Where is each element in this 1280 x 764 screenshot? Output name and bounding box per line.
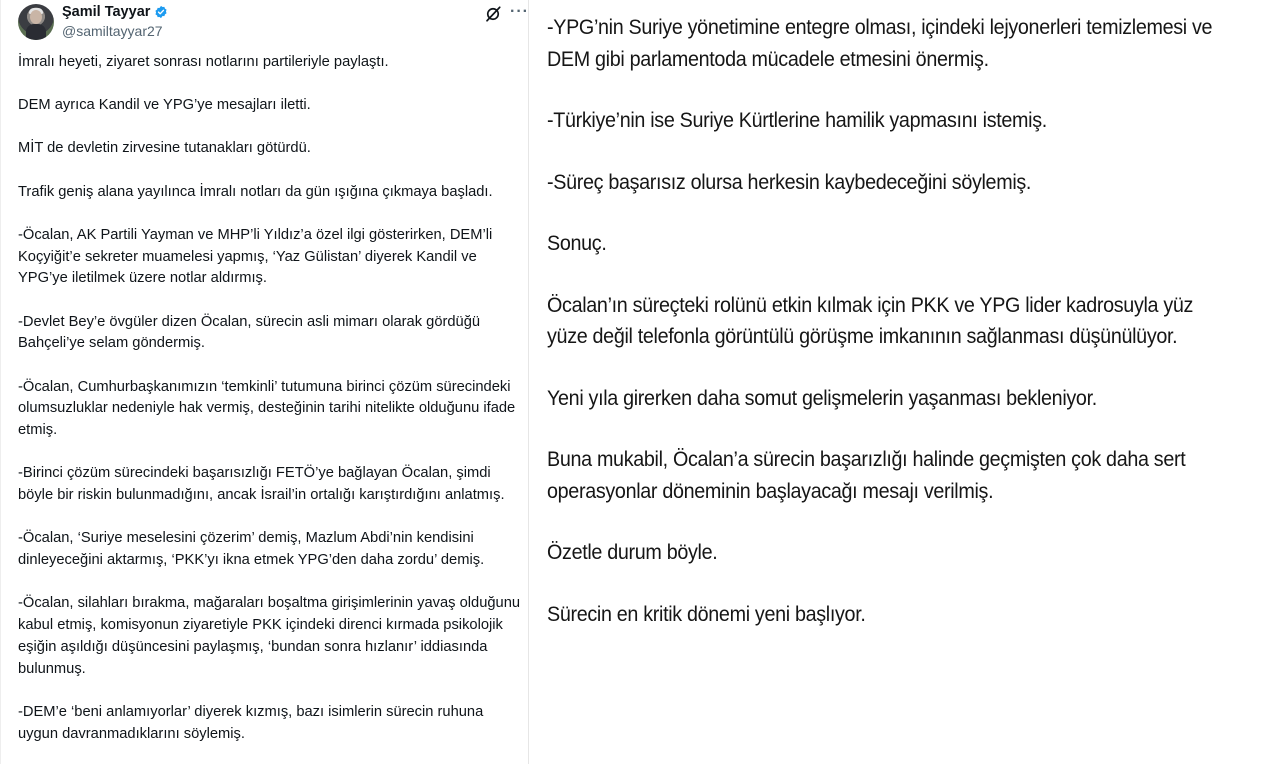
- tweet-paragraph: -Devlet Bey’e övgüler dizen Öcalan, sürecin asli mimarı olarak gördüğü Bahçeli’ye selam göndermiş.: [18, 313, 481, 352]
- grok-icon[interactable]: [484, 5, 502, 23]
- continuation-paragraph: Öcalan’ın süreçteki rolünü etkin kılmak için PKK ve YPG lider kadrosuyla yüz yüze değil telefonla görüntülü görüşme imkanının sağlanması düşünülüyor.: [547, 293, 1194, 348]
- tweet-paragraph: İmralı heyeti, ziyaret sonrası notlarını partileriyle paylaştı.: [18, 54, 389, 70]
- tweet-paragraph: DEM ayrıca Kandil ve YPG’ye mesajları iletti.: [18, 97, 311, 114]
- avatar[interactable]: [18, 4, 54, 40]
- avatar-face: [30, 10, 42, 24]
- tweet-paragraph: -Öcalan, Cumhurbaşkanımızın ‘temkinli’ tutumuna birinci çözüm sürecindeki olumsuzluklar nedeniyle hak vermiş, desteğinin tarihi nitelikte olduğunu ifade etmiş.: [18, 378, 516, 439]
- continuation-paragraph: -Türkiye’nin ise Suriye Kürtlerine hamilik yapmasını istemiş.: [547, 109, 1047, 132]
- continuation-paragraph: Özetle durum böyle.: [547, 541, 718, 564]
- continuation-paragraph: Buna mukabil, Öcalan’a sürecin başarızlığı halinde geçmişten çok daha sert operasyonlar döneminin başlayacağı mesajı verilmiş.: [547, 448, 1186, 503]
- continuation-text: [547, 12, 1224, 660]
- tweet-paragraph: -Birinci çözüm sürecindeki başarısızlığı FETÖ’ye bağlayan Öcalan, şimdi böyle bir riskin bulunmadığını, ancak İsrail’in ortalığı karıştırdığını anlatmış.: [18, 465, 505, 504]
- tweet-header: [18, 3, 528, 43]
- tweet-paragraph: Trafik geniş alana yayılınca İmralı notları da gün ışığına çıkmaya başladı.: [18, 183, 493, 200]
- tweet-paragraph: -Öcalan, AK Partili Yayman ve MHP’li Yıldız’a özel ilgi gösterirken, DEM’li Koçyiğit’e sekreter muamelesi yapmış, ‘Yaz Gülistan’ diyerek Kandil ve YPG’ye iletilmek üzere notlar aldırmış.: [18, 226, 493, 287]
- tweet-panel: [0, 0, 529, 764]
- more-options-icon[interactable]: ···: [510, 3, 529, 20]
- tweet-text: [18, 52, 523, 764]
- author-display-name[interactable]: Şamil Tayyar: [62, 4, 151, 20]
- avatar-shirt: [26, 24, 46, 40]
- continuation-paragraph: Yeni yıla girerken daha somut gelişmelerin yaşanması bekleniyor.: [547, 386, 1097, 410]
- author-handle[interactable]: @samiltayyar27: [62, 23, 163, 39]
- author-name-row: [62, 4, 168, 20]
- continuation-panel: [529, 0, 1280, 764]
- tweet-paragraph: -Öcalan, silahları bırakma, mağaraları boşaltma girişimlerinin yavaş olduğunu kabul etmiş, komisyonun ziyaretiyle PKK içindeki direnci kırmada psikolojik eşiğin aşıldığı düşüncesini paylaşmış, ‘bundan sonra hızlanır’ iddiasında bulunmuş.: [18, 595, 521, 677]
- continuation-paragraph: -Süreç başarısız olursa herkesin kaybedeceğini söylemiş.: [547, 170, 1032, 194]
- verified-badge-icon: [154, 5, 168, 19]
- continuation-paragraph: Sonuç.: [547, 232, 607, 255]
- continuation-paragraph: Sürecin en kritik dönemi yeni başlıyor.: [547, 602, 866, 626]
- tweet-paragraph: -DEM’e ‘beni anlamıyorlar’ diyerek kızmış, bazı isimlerin sürecin ruhuna uygun davranmadıklarını söylemiş.: [18, 703, 484, 742]
- tweet-paragraph: MİT de devletin zirvesine tutanakları götürdü.: [18, 140, 311, 157]
- continuation-paragraph: -YPG’nin Suriye yönetimine entegre olması, içindeki lejyonerleri temizlemesi ve DEM gibi parlamentoda mücadele etmesini önermiş.: [547, 16, 1213, 71]
- tweet-paragraph: -Öcalan, ‘Suriye meselesini çözerim’ demiş, Mazlum Abdi’nin kendisini dinleyeceğini aktarmış, ‘PKK’yı ikna etmek YPG’den daha zordu’ demiş.: [18, 530, 485, 569]
